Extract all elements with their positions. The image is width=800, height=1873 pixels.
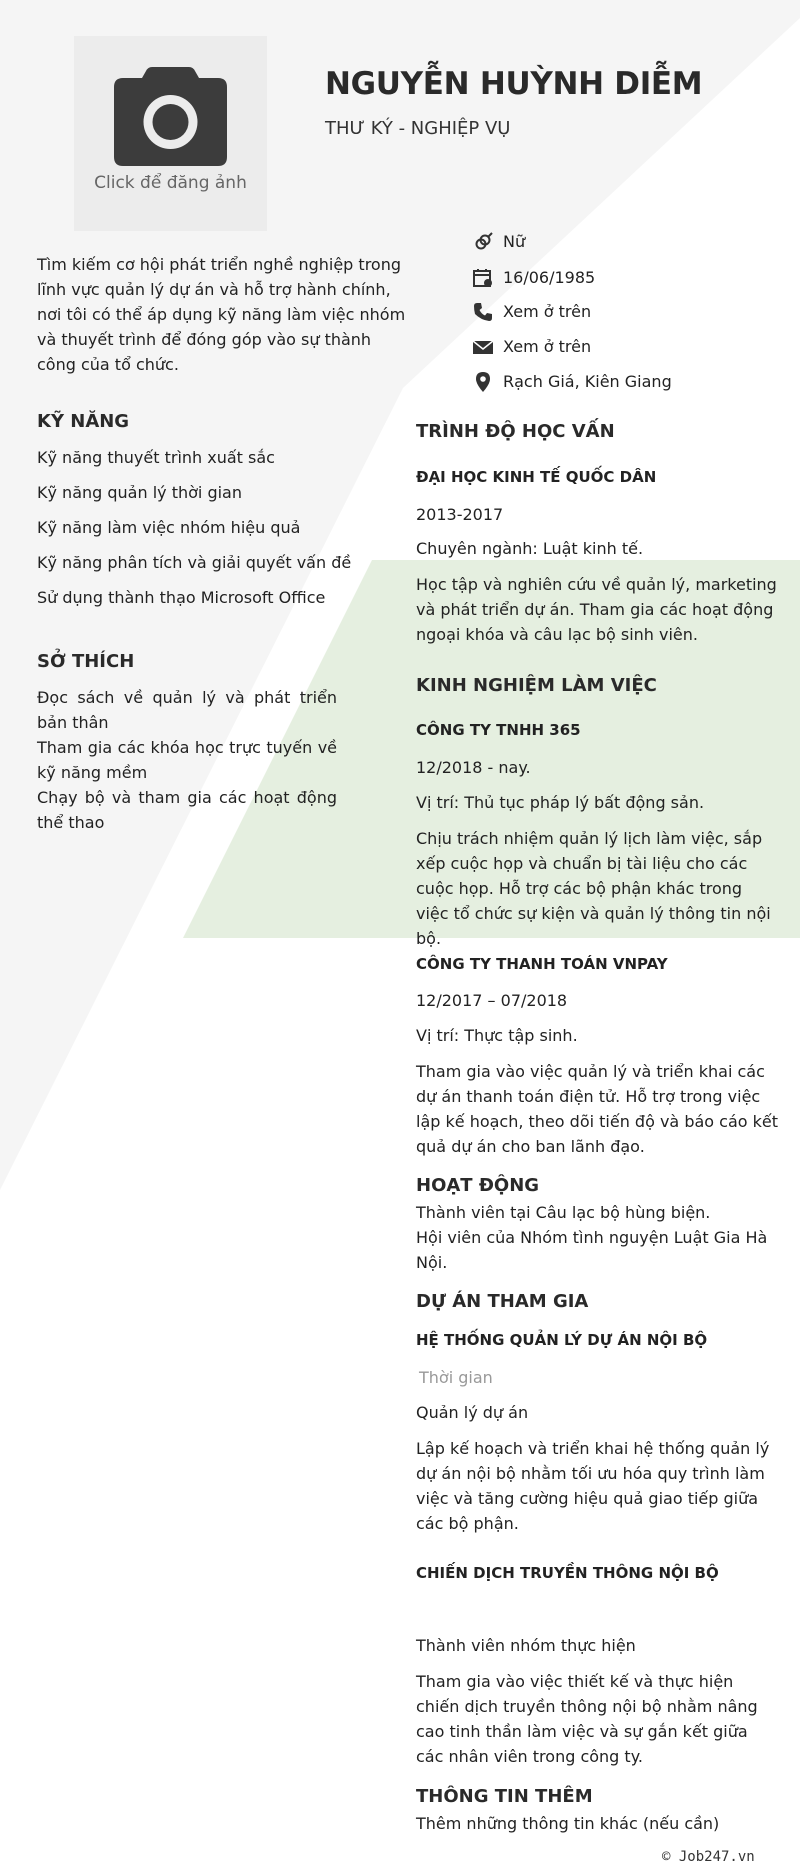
- skills-title: KỸ NĂNG: [37, 411, 130, 432]
- project-time: Thời gian: [419, 1368, 493, 1387]
- gender-value: Nữ: [503, 232, 526, 251]
- candidate-name: NGUYỄN HUỲNH DIỄM: [325, 66, 703, 102]
- education-school: ĐẠI HỌC KINH TẾ QUỐC DÂN: [416, 468, 657, 486]
- address-value: Rạch Giá, Kiên Giang: [503, 372, 672, 391]
- project-role: Quản lý dự án: [416, 1403, 529, 1422]
- education-description: Học tập và nghiên cứu về quản lý, marketing và phát triển dự án. Tham gia các hoạt động ngoại khóa và câu lạc bộ sinh viên.: [416, 575, 777, 644]
- calendar-icon: [473, 268, 493, 288]
- photo-upload[interactable]: [74, 36, 267, 231]
- skill-item: Kỹ năng quản lý thời gian: [37, 483, 242, 502]
- hobbies-list: [37, 685, 337, 835]
- job-position: Vị trí: Thủ tục pháp lý bất động sản.: [416, 793, 705, 812]
- hobbies-title: SỞ THÍCH: [37, 651, 135, 672]
- skill-item: Kỹ năng phân tích và giải quyết vấn đề: [37, 553, 352, 572]
- career-objective: Tìm kiếm cơ hội phát triển nghề nghiệp trong lĩnh vực quản lý dự án và hỗ trợ hành chính, nơi tôi có thể áp dụng kỹ năng làm việc nhóm và thuyết trình để đóng góp vào sự thành công của tổ chức.: [37, 255, 406, 374]
- email-value: Xem ở trên: [503, 337, 592, 356]
- education-title: TRÌNH ĐỘ HỌC VẤN: [416, 421, 615, 442]
- education-period: 2013-2017: [416, 505, 504, 524]
- activities-text: Thành viên tại Câu lạc bộ hùng biện. Hội viên của Nhóm tình nguyện Luật Gia Hà Nội.: [416, 1203, 768, 1272]
- photo-caption: Click để đăng ảnh: [94, 173, 247, 193]
- projects-title: DỰ ÁN THAM GIA: [416, 1291, 589, 1312]
- job-position: Vị trí: Thực tập sinh.: [416, 1026, 578, 1045]
- contact-address: [473, 370, 773, 396]
- contact-birthday: [473, 266, 773, 292]
- contact-phone: [473, 300, 773, 326]
- phone-icon: [473, 302, 493, 322]
- job-period: 12/2018 - nay.: [416, 758, 531, 777]
- skill-item: Sử dụng thành thạo Microsoft Office: [37, 588, 326, 607]
- job-period: 12/2017 – 07/2018: [416, 991, 568, 1010]
- skill-item: Kỹ năng thuyết trình xuất sắc: [37, 448, 275, 467]
- hobby-item: Đọc sách về quản lý và phát triển bản thân: [37, 688, 337, 732]
- gender-icon: [473, 232, 493, 252]
- education-major: Chuyên ngành: Luật kinh tế.: [416, 539, 644, 558]
- camera-icon: [112, 64, 229, 168]
- email-icon: [473, 337, 493, 357]
- contact-email: [473, 335, 773, 361]
- job-description: Tham gia vào việc quản lý và triển khai các dự án thanh toán điện tử. Hỗ trợ trong việc lập kế hoạch, theo dõi tiến độ và báo cáo kết quả dự án cho ban lãnh đạo.: [416, 1062, 779, 1156]
- activities-title: HOẠT ĐỘNG: [416, 1175, 540, 1196]
- additional-title: THÔNG TIN THÊM: [416, 1786, 593, 1807]
- job-company: CÔNG TY TNHH 365: [416, 721, 581, 739]
- additional-text: Thêm những thông tin khác (nếu cần): [416, 1814, 720, 1833]
- experience-title: KINH NGHIỆM LÀM VIỆC: [416, 675, 657, 696]
- phone-value: Xem ở trên: [503, 302, 592, 321]
- footer-copyright: © Job247.vn: [662, 1849, 755, 1865]
- project-name: CHIẾN DỊCH TRUYỀN THÔNG NỘI BỘ: [416, 1564, 719, 1582]
- project-role: Thành viên nhóm thực hiện: [416, 1636, 636, 1655]
- hobby-item: Chạy bộ và tham gia các hoạt động thể thao: [37, 788, 337, 832]
- project-description: Lập kế hoạch và triển khai hệ thống quản lý dự án nội bộ nhằm tối ưu hóa quy trình làm việc và tăng cường hiệu quả giao tiếp giữa các bộ phận.: [416, 1439, 770, 1533]
- skills-list: [37, 448, 357, 623]
- project-description: Tham gia vào việc thiết kế và thực hiện chiến dịch truyền thông nội bộ nhằm nâng cao tinh thần làm việc và sự gắn kết giữa các nhân viên trong công ty.: [416, 1672, 758, 1766]
- skill-item: Kỹ năng làm việc nhóm hiệu quả: [37, 518, 301, 537]
- hobby-item: Tham gia các khóa học trực tuyến về kỹ năng mềm: [37, 738, 337, 782]
- job-company: CÔNG TY THANH TOÁN VNPAY: [416, 955, 668, 973]
- contact-gender: [473, 230, 773, 256]
- job-description: Chịu trách nhiệm quản lý lịch làm việc, sắp xếp cuộc họp và chuẩn bị tài liệu cho các cuộc họp. Hỗ trợ các bộ phận khác trong việc tổ chức sự kiện và quản lý thông tin nội bộ.: [416, 829, 771, 948]
- birthday-value: 16/06/1985: [503, 268, 596, 287]
- location-pin-icon: [473, 372, 493, 392]
- job-title: THƯ KÝ - NGHIỆP VỤ: [325, 118, 511, 139]
- project-name: HỆ THỐNG QUẢN LÝ DỰ ÁN NỘI BỘ: [416, 1331, 708, 1349]
